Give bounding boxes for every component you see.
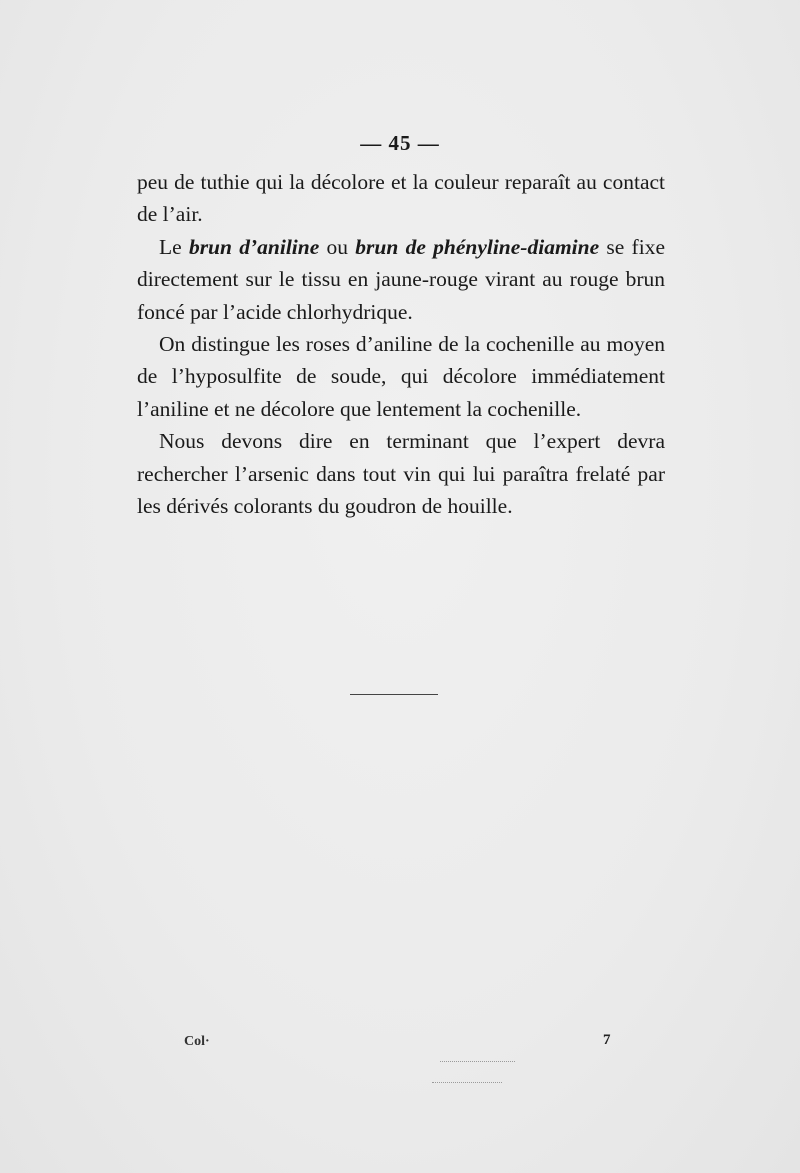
body-text bbox=[137, 166, 665, 522]
paragraph-4 bbox=[137, 425, 665, 522]
signature-mark-right: 7 bbox=[603, 1032, 611, 1048]
paragraph-3 bbox=[137, 328, 665, 425]
paper-speckle bbox=[432, 1082, 502, 1084]
paragraph-2-text-b: ou bbox=[319, 234, 356, 259]
paragraph-2-italic-term-2: brun de phényline-diamine bbox=[355, 234, 600, 259]
section-end-rule bbox=[350, 694, 438, 695]
paragraph-1-text: peu de tuthie qui la décolore et la couleur reparaît au contact de l’air. bbox=[137, 170, 665, 227]
page-number: — 45 — bbox=[360, 131, 440, 155]
paragraph-2-text-c: se fixe directement sur le tissu en jaune-rouge virant au rouge brun foncé par l’acide chlorhydrique. bbox=[137, 234, 665, 324]
paragraph-2 bbox=[137, 231, 665, 328]
paragraph-2-italic-term-1: brun d’aniline bbox=[188, 234, 320, 259]
paragraph-1 bbox=[137, 166, 665, 231]
paragraph-3-text: On distingue les roses d’aniline de la cochenille au moyen de l’hyposulfite de soude, qui décolore immédiatement l’aniline et ne décolore que lentement la cochenille. bbox=[137, 332, 665, 421]
signature-mark-left: Col· bbox=[184, 1034, 210, 1049]
paragraph-2-text-a: Le bbox=[159, 234, 189, 259]
paragraph-4-text: Nous devons dire en terminant que l’expert devra rechercher l’arsenic dans tout vin qui lui paraîtra frelaté par les dérivés colorants du goudron de houille. bbox=[137, 429, 665, 519]
paper-speckle bbox=[440, 1061, 515, 1063]
